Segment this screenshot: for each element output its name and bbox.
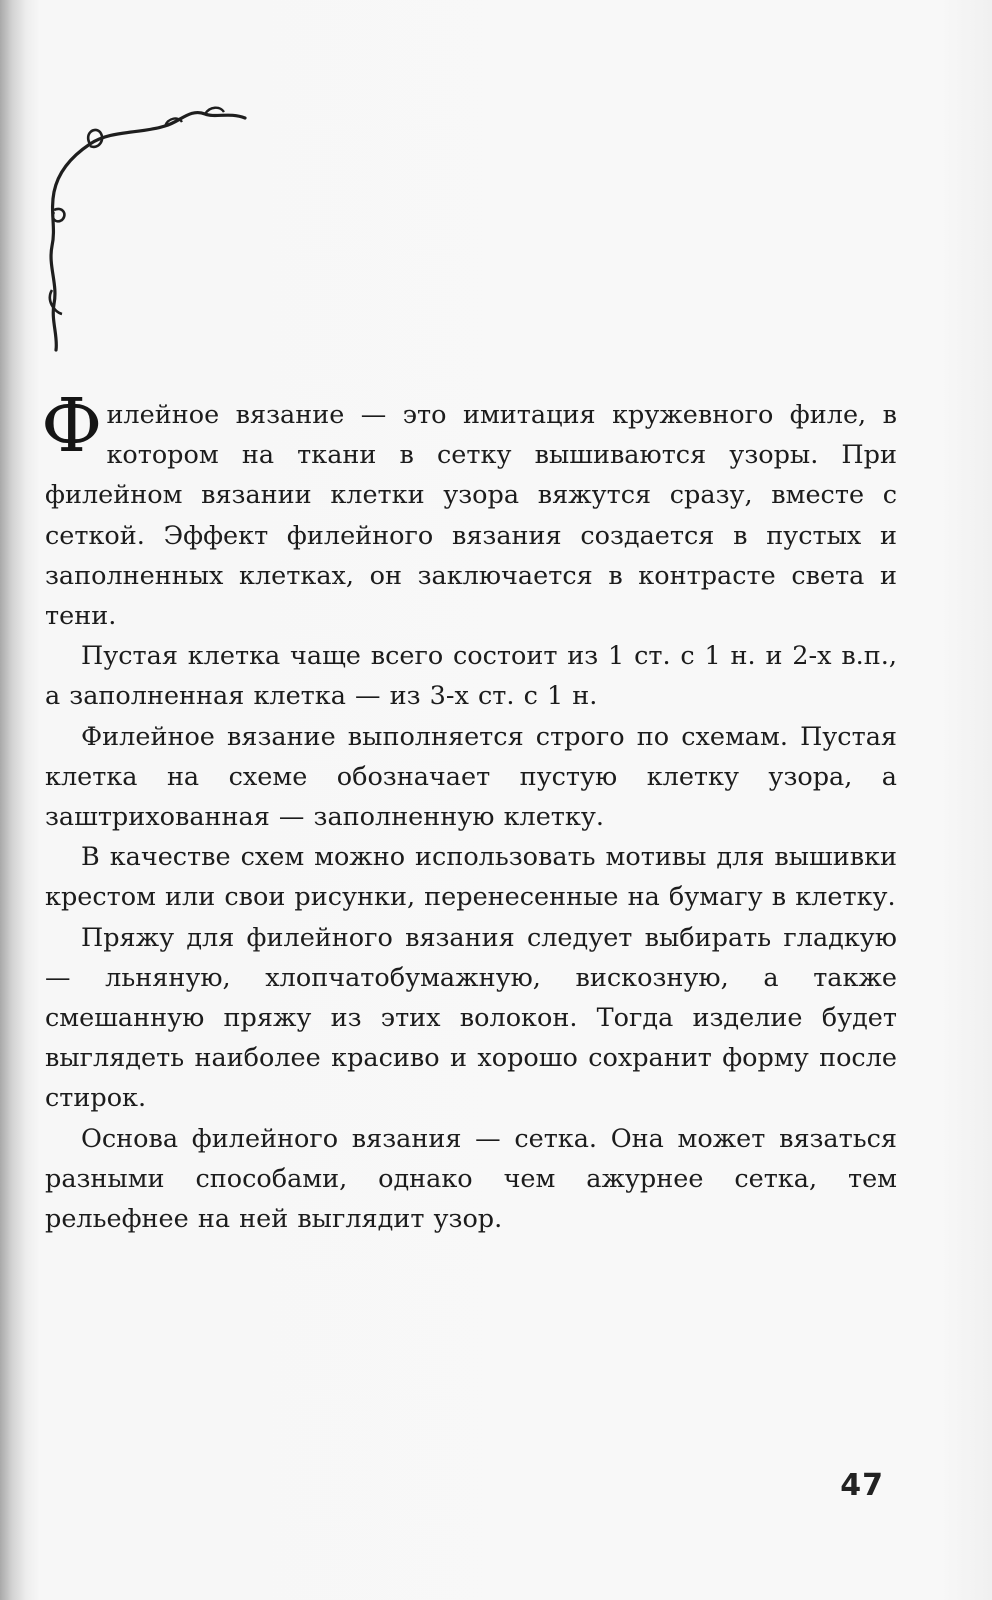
drop-cap: Ф <box>41 383 103 469</box>
paragraph-4: В качестве схем можно использовать мотивы для вышивки крестом или свои рисунки, перенесенные на бумагу в клетку. <box>45 842 897 913</box>
paragraph-3: Филейное вязание выполняется строго по схемам. Пустая клетка на схеме обозначает пустую клетку узора, а заштрихованная — заполненную клетку. <box>45 721 897 833</box>
article-body <box>41 383 897 1239</box>
paragraph-1 <box>41 383 897 636</box>
curl-ornament-icon <box>40 100 260 360</box>
paragraph-2: Пустая клетка чаще всего состоит из 1 ст. с 1 н. и 2-х в.п., а заполненная клетка — из 3-х ст. с 1 н. <box>45 641 897 712</box>
page-number: 47 <box>840 1468 884 1503</box>
paragraph-1-text: илейное вязание — это имитация кружевного филе, в котором на ткани в сетку вышиваются узоры. При филейном вязании клетки узора вяжутся сразу, вместе с сеткой. Эффект филейного вязания создается в пустых и заполненных клетках, он заключается в контрасте света и тени. <box>45 400 897 632</box>
paragraph-5: Пряжу для филейного вязания следует выбирать гладкую — льняную, хлопчатобумажную, вискозную, а также смешанную пряжу из этих волокон. Тогда изделие будет выглядеть наиболее красиво и хорошо сохранит форму после стирок. <box>45 922 897 1114</box>
paragraph-6: Основа филейного вязания — сетка. Она может вязаться разными способами, однако чем ажурнее сетка, тем рельефнее на ней выглядит узор. <box>45 1123 897 1235</box>
